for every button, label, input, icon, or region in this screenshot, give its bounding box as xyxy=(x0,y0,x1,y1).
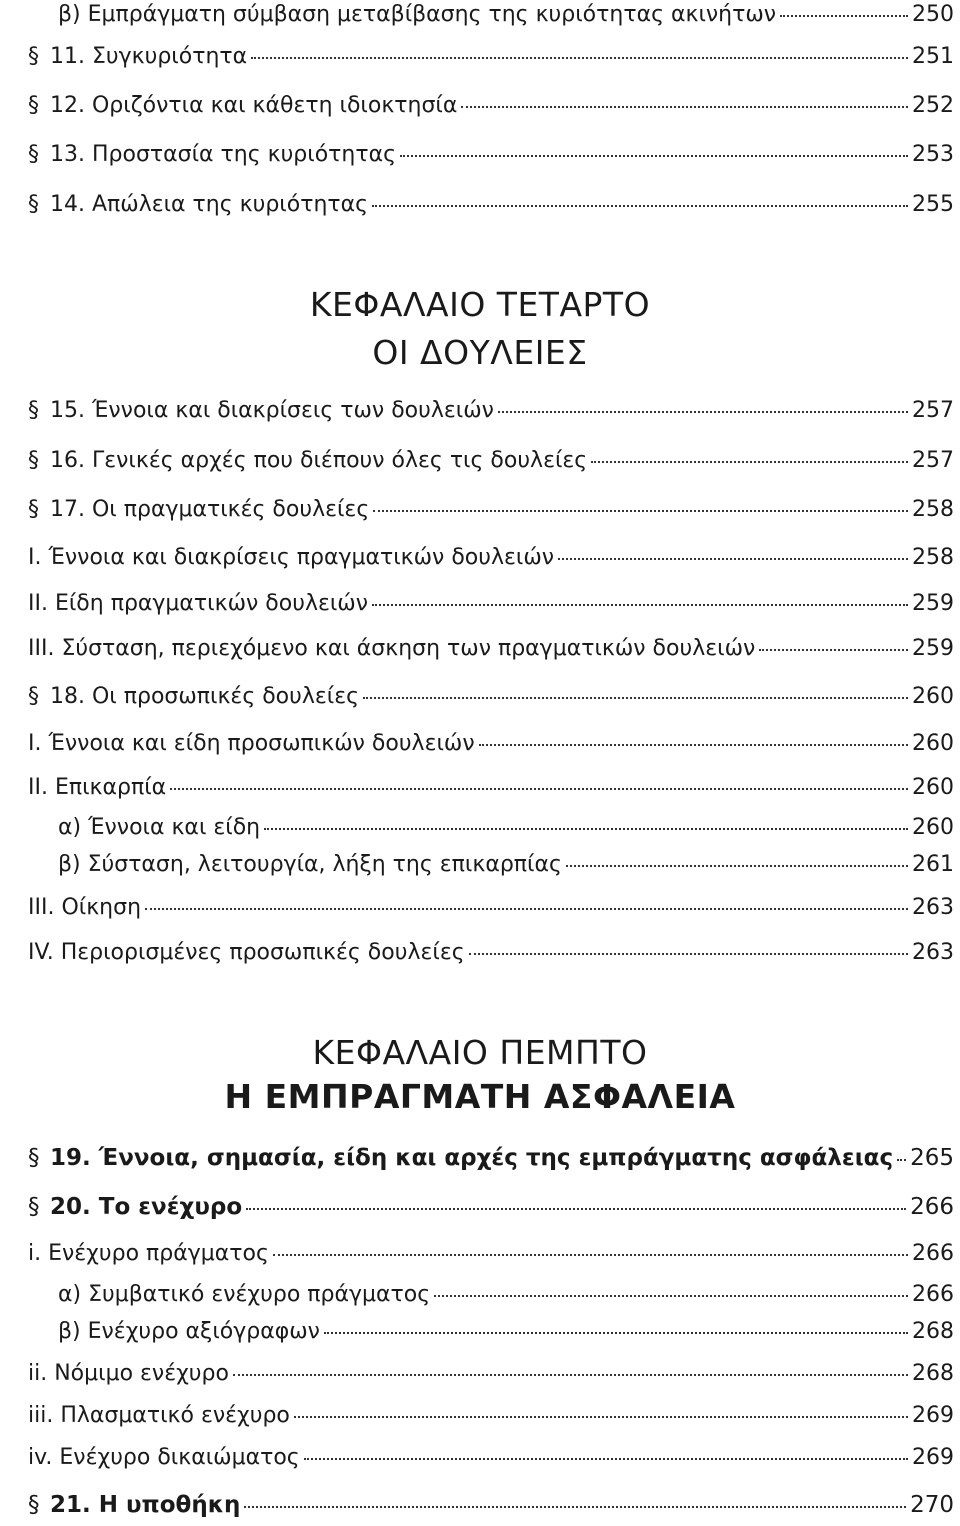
toc-entry[interactable] xyxy=(28,396,954,426)
toc-entry-page: 269 xyxy=(912,1403,954,1428)
toc-entry-page: 263 xyxy=(912,940,954,965)
toc-entry[interactable] xyxy=(28,91,954,121)
section-sign: § xyxy=(28,1145,40,1171)
toc-entry-page: 255 xyxy=(912,192,954,217)
toc-entry-page: 268 xyxy=(912,1319,954,1344)
toc-entry-page: 260 xyxy=(912,775,954,800)
toc-entry[interactable] xyxy=(28,446,954,476)
toc-entry-label: IV. Περιορισμένες προσωπικές δουλείες xyxy=(28,940,465,965)
toc-entry-page: 268 xyxy=(912,1361,954,1386)
toc-entry-page: 269 xyxy=(912,1445,954,1470)
leader-dots xyxy=(372,586,908,606)
toc-entry-label: 15. Έννοια και διακρίσεις των δουλειών xyxy=(50,398,494,423)
leader-dots xyxy=(170,770,908,790)
toc-entry-page: 270 xyxy=(910,1492,954,1518)
toc-entry[interactable] xyxy=(28,634,954,664)
toc-entry[interactable] xyxy=(28,42,954,72)
toc-entry-page: 250 xyxy=(912,2,954,27)
toc-entry[interactable] xyxy=(28,682,954,712)
toc-entry-page: 257 xyxy=(912,398,954,423)
toc-entry-label: I. Έννοια και διακρίσεις πραγματικών δουλειών xyxy=(28,545,555,570)
toc-entry-page: 258 xyxy=(912,497,954,522)
toc-entry-label: α) Συμβατικό ενέχυρο πράγματος xyxy=(58,1282,431,1307)
toc-entry-label: β) Σύσταση, λειτουργία, λήξη της επικαρπίας xyxy=(58,852,562,877)
toc-entry-label: iii. Πλασματικό ενέχυρο xyxy=(28,1403,290,1428)
toc-entry[interactable] xyxy=(28,773,954,803)
toc-entry[interactable] xyxy=(28,893,954,923)
leader-dots xyxy=(294,1398,908,1418)
leader-dots xyxy=(897,1141,906,1161)
leader-dots xyxy=(246,1190,906,1210)
toc-entry-page: 259 xyxy=(912,636,954,661)
toc-entry[interactable] xyxy=(28,1490,954,1520)
toc-entry[interactable] xyxy=(58,1280,954,1310)
toc-entry[interactable] xyxy=(58,850,954,880)
toc-entry-page: 260 xyxy=(912,815,954,840)
chapter-subtitle: Η ΕΜΠΡΑΓΜΑΤΗ ΑΣΦΑΛΕΙΑ xyxy=(224,1077,736,1116)
toc-entry-page: 259 xyxy=(912,591,954,616)
section-sign: § xyxy=(28,192,39,217)
leader-dots xyxy=(324,1314,908,1334)
toc-entry-page: 266 xyxy=(910,1194,954,1220)
toc-entry-page: 261 xyxy=(912,852,954,877)
toc-entry-label: iv. Ενέχυρο δικαιώματος xyxy=(28,1445,300,1470)
leader-dots xyxy=(400,137,908,157)
leader-dots xyxy=(372,187,908,207)
toc-entry[interactable] xyxy=(28,1143,954,1173)
toc-entry-page: 266 xyxy=(912,1241,954,1266)
toc-entry-label: ii. Νόμιμο ενέχυρο xyxy=(28,1361,229,1386)
toc-entry[interactable] xyxy=(28,190,954,220)
toc-entry[interactable] xyxy=(28,543,954,573)
leader-dots xyxy=(469,935,908,955)
leader-dots xyxy=(251,39,908,59)
toc-entry[interactable] xyxy=(28,495,954,525)
toc-entry[interactable] xyxy=(28,140,954,170)
leader-dots xyxy=(304,1440,908,1460)
toc-entry-label: β) Εμπράγματη σύμβαση μεταβίβασης της κυριότητας ακινήτων xyxy=(58,2,777,27)
leader-dots xyxy=(558,540,908,560)
toc-entry[interactable] xyxy=(28,1443,954,1473)
toc-entry-label: 20. Το ενέχυρο xyxy=(50,1194,243,1220)
leader-dots xyxy=(780,0,908,17)
leader-dots xyxy=(373,492,908,512)
leader-dots xyxy=(264,810,908,830)
toc-entry-label: 21. Η υποθήκη xyxy=(50,1492,241,1518)
chapter-subtitle: ΟΙ ΔΟΥΛΕΙΕΣ xyxy=(372,333,588,372)
section-sign: § xyxy=(28,93,39,118)
leader-dots xyxy=(461,88,908,108)
leader-dots xyxy=(759,631,908,651)
toc-entry-label: 19. Έννοια, σημασία, είδη και αρχές της εμπράγματης ασφάλειας xyxy=(50,1145,894,1171)
toc-entry-label: I. Έννοια και είδη προσωπικών δουλειών xyxy=(28,731,475,756)
leader-dots xyxy=(244,1488,906,1508)
toc-entry[interactable] xyxy=(28,1192,954,1222)
section-sign: § xyxy=(28,44,39,69)
toc-entry-page: 251 xyxy=(912,44,954,69)
toc-entry[interactable] xyxy=(28,1239,954,1269)
toc-entry-label: 16. Γενικές αρχές που διέπουν όλες τις δουλείες xyxy=(50,448,588,473)
toc-entry-label: 17. Οι πραγματικές δουλείες xyxy=(50,497,370,522)
toc-entry-label: II. Είδη πραγματικών δουλειών xyxy=(28,591,369,616)
leader-dots xyxy=(434,1277,908,1297)
leader-dots xyxy=(566,847,908,867)
section-sign: § xyxy=(28,142,39,167)
toc-entry-page: 260 xyxy=(912,684,954,709)
toc-entry[interactable] xyxy=(58,813,954,843)
toc-entry-label: 18. Οι προσωπικές δουλείες xyxy=(50,684,360,709)
toc-entry[interactable] xyxy=(58,1317,954,1347)
toc-entry-page: 266 xyxy=(912,1282,954,1307)
toc-entry-label: 13. Προστασία της κυριότητας xyxy=(50,142,397,167)
toc-entry-label: 14. Απώλεια της κυριότητας xyxy=(50,192,369,217)
toc-entry[interactable] xyxy=(28,938,954,968)
section-sign: § xyxy=(28,684,39,709)
leader-dots xyxy=(145,890,908,910)
toc-entry-label: 12. Οριζόντια και κάθετη ιδιοκτησία xyxy=(50,93,458,118)
section-sign: § xyxy=(28,1492,40,1518)
toc-entry-page: 252 xyxy=(912,93,954,118)
toc-entry-label: 11. Συγκυριότητα xyxy=(50,44,248,69)
chapter-title: ΚΕΦΑΛΑΙΟ ΤΕΤΑΡΤΟ xyxy=(309,285,651,324)
section-sign: § xyxy=(28,448,39,473)
section-sign: § xyxy=(28,497,39,522)
leader-dots xyxy=(273,1236,908,1256)
toc-entry-label: II. Επικαρπία xyxy=(28,775,167,800)
toc-entry[interactable] xyxy=(28,589,954,619)
toc-entry-page: 265 xyxy=(910,1145,954,1171)
section-sign: § xyxy=(28,398,39,423)
toc-entry[interactable] xyxy=(28,1401,954,1431)
toc-entry-label: i. Ενέχυρο πράγματος xyxy=(28,1241,269,1266)
toc-entry-label: III. Σύσταση, περιεχόμενο και άσκηση των πραγματικών δουλειών xyxy=(28,636,756,661)
leader-dots xyxy=(363,679,908,699)
toc-entry-page: 260 xyxy=(912,731,954,756)
leader-dots xyxy=(591,443,908,463)
toc-entry-page: 263 xyxy=(912,895,954,920)
toc-entry[interactable] xyxy=(58,0,954,30)
leader-dots xyxy=(479,726,908,746)
toc-entry-page: 257 xyxy=(912,448,954,473)
toc-entry-page: 258 xyxy=(912,545,954,570)
toc-entry-label: III. Οίκηση xyxy=(28,895,142,920)
chapter-title: ΚΕΦΑΛΑΙΟ ΠΕΜΠΤΟ xyxy=(312,1033,648,1072)
leader-dots xyxy=(233,1356,908,1376)
toc-entry-label: β) Ενέχυρο αξιόγραφων xyxy=(58,1319,320,1344)
section-sign: § xyxy=(28,1194,40,1220)
toc-entry[interactable] xyxy=(28,1359,954,1389)
leader-dots xyxy=(498,393,908,413)
toc-entry-page: 253 xyxy=(912,142,954,167)
toc-entry-label: α) Έννοια και είδη xyxy=(58,815,261,840)
toc-entry[interactable] xyxy=(28,729,954,759)
